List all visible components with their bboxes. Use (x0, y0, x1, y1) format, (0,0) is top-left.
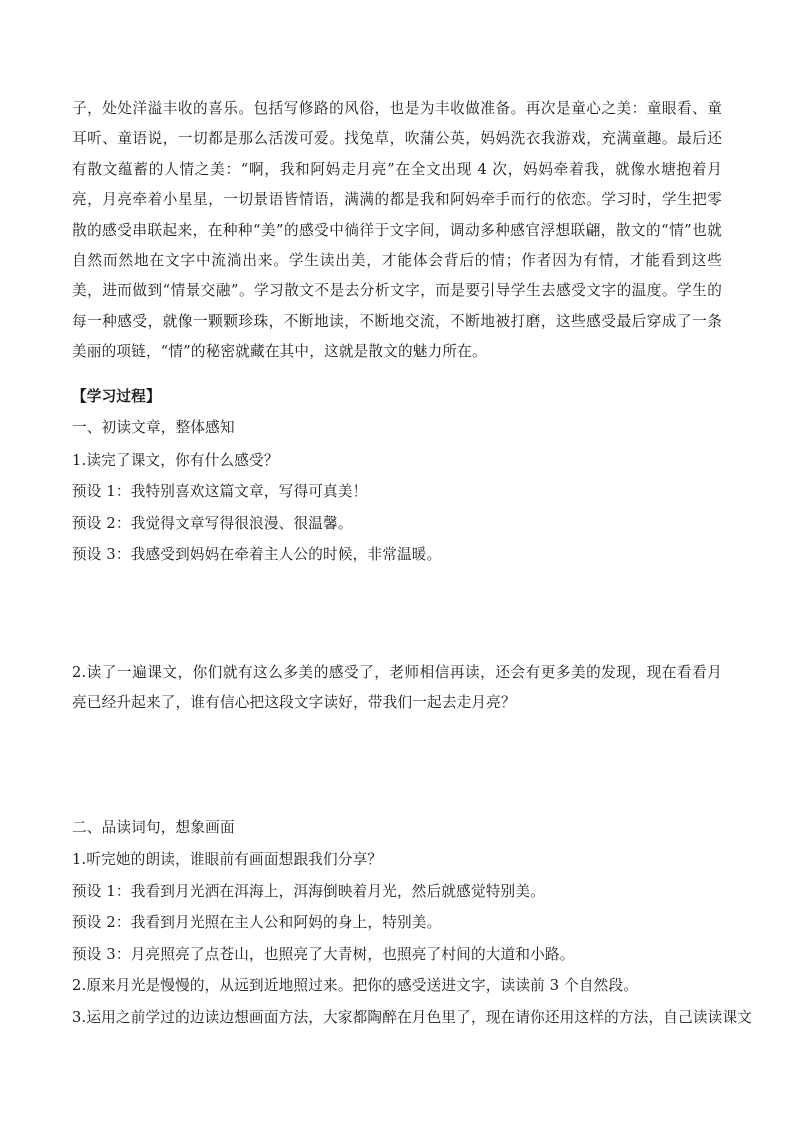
part2-question-1: 1.听完她的朗读，谁眼前有画面想跟我们分享？ (72, 851, 383, 868)
part2-answer-3: 预设 3：月亮照亮了点苍山，也照亮了大青树，也照亮了村间的大道和小路。 (72, 946, 575, 963)
part1-heading: 一、初读文章，整体感知 (72, 419, 235, 436)
part1-question-2: 2.读了一遍课文，你们就有这么多美的感受了，老师相信再读，还会有更多美的发现，现在看看月亮已经升起来了，谁有信心把这段文字读好，带我们一起去走月亮？ (72, 664, 722, 711)
part2-answer-2: 预设 2：我看到月光照在主人公和阿妈的身上，特别美。 (72, 914, 442, 931)
part2-question-2: 2.原来月光是慢慢的，从远到近地照过来。把你的感受送进文字，读读前 3 个自然段。 (72, 977, 639, 994)
intro-paragraph: 子，处处洋溢丰收的喜乐。包括写修路的风俗，也是为丰收做准备。再次是童心之美：童眼看、童耳听、童语说，一切都是那么活泼可爱。找兔草，吹蒲公英，妈妈洗衣我游戏，充满童趣。最后还有散文蕴蓄的人情之美：“啊，我和阿妈走月亮”在全文出现 4 次，妈妈牵着我，就像水塘抱着月亮，月亮牵着小星星，一切景语皆情语，满满的都是我和阿妈牵手而行的依恋。学习时，学生把零散的感受串联起来，在种种“美”的感受中徜徉于文字间，调动多种感官浮想联翩，散文的“情”也就自然而然地在文字中流淌出来。学生读出美，才能体会背后的情；作者因为有情，才能看到这些美，进而做到“情景交融”。学习散文不是去分析文字，而是要引导学生去感受文字的温度。学生的每一种感受，就像一颗颗珍珠，不断地读，不断地交流，不断地被打磨，这些感受最后穿成了一条美丽的项链，“情”的秘密就藏在其中，这就是散文的魅力所在。 (72, 100, 722, 361)
part2-question-3: 3.运用之前学过的边读边想画面方法，大家都陶醉在月色里了，现在请你还用这样的方法，自己读读课文 (72, 1009, 753, 1026)
part1-answer-2: 预设 2：我觉得文章写得很浪漫、很温馨。 (72, 515, 353, 532)
section-heading: 【学习过程】 (72, 388, 161, 405)
part2-answer-1: 预设 1：我看到月光洒在洱海上，洱海倒映着月光，然后就感觉特别美。 (72, 883, 545, 900)
part1-answer-1: 预设 1：我特别喜欢这篇文章，写得可真美！ (72, 483, 368, 500)
part2-heading: 二、品读词句，想象画面 (72, 819, 235, 836)
part1-question-1: 1.读完了课文，你有什么感受？ (72, 452, 279, 469)
part1-answer-3: 预设 3：我感受到妈妈在牵着主人公的时候，非常温暖。 (72, 546, 442, 563)
